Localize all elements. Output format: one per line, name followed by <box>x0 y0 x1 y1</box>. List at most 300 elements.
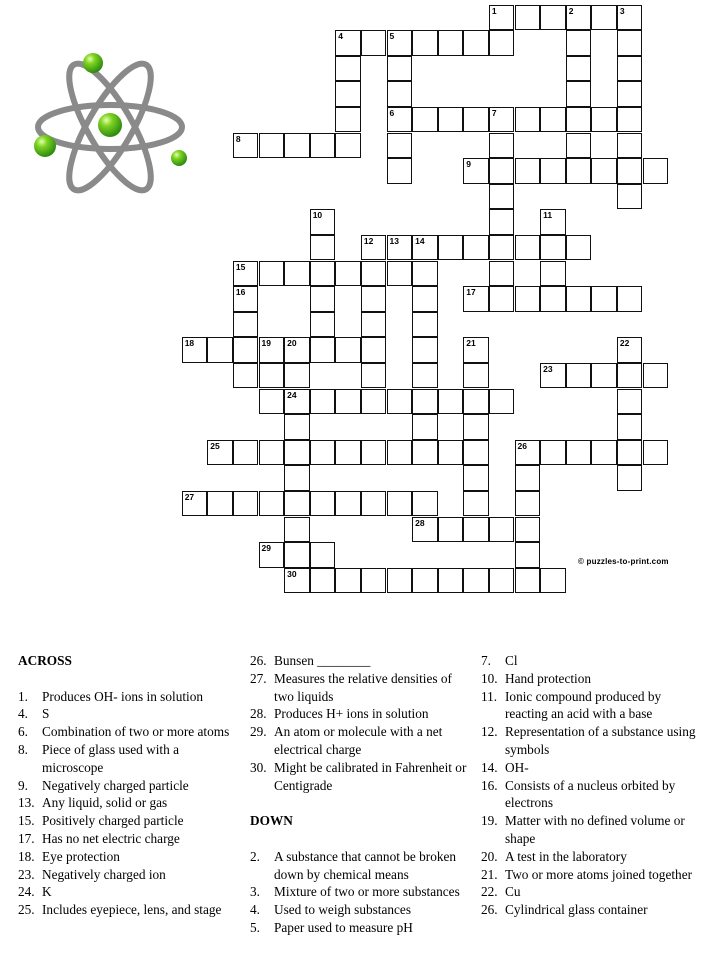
grid-cell[interactable] <box>566 56 592 82</box>
grid-cell[interactable] <box>335 261 361 287</box>
grid-cell[interactable] <box>489 158 515 184</box>
grid-cell[interactable] <box>489 209 515 235</box>
grid-cell[interactable] <box>489 286 515 312</box>
grid-cell[interactable] <box>412 107 438 133</box>
down-clue <box>481 652 703 670</box>
down-clue <box>481 866 703 884</box>
clue-text: Positively charged particle <box>42 813 184 829</box>
grid-cell[interactable] <box>463 568 489 594</box>
grid-cell[interactable] <box>566 133 592 159</box>
grid-cell[interactable] <box>515 465 541 491</box>
grid-cell[interactable] <box>284 491 310 517</box>
grid-cell[interactable] <box>438 107 464 133</box>
grid-cell[interactable] <box>310 491 336 517</box>
grid-cell[interactable] <box>515 107 541 133</box>
grid-cell[interactable] <box>566 81 592 107</box>
across-clue <box>250 705 472 723</box>
grid-cell[interactable] <box>463 363 489 389</box>
clue-text: Negatively charged particle <box>42 777 189 793</box>
grid-cell[interactable] <box>566 440 592 466</box>
grid-cell[interactable] <box>335 440 361 466</box>
grid-cell[interactable] <box>233 337 259 363</box>
grid-cell[interactable] <box>182 337 208 363</box>
clue-number: 18 <box>184 338 195 349</box>
grid-cell[interactable] <box>591 286 617 312</box>
grid-cell[interactable] <box>361 568 387 594</box>
clue-number: 15. <box>18 813 35 829</box>
clue-text: A test in the laboratory <box>505 848 627 864</box>
grid-cell[interactable] <box>387 440 413 466</box>
clues-column-3 <box>481 652 703 919</box>
clue-number: 5. <box>250 919 260 935</box>
clue-number: 2. <box>250 848 260 864</box>
clue-number: 17 <box>466 287 476 298</box>
grid-cell[interactable] <box>540 5 566 31</box>
down-clue <box>481 848 703 866</box>
clue-number: 28 <box>415 517 425 528</box>
down-clue <box>481 759 703 777</box>
grid-cell[interactable] <box>310 133 336 159</box>
clue-number: 27. <box>250 670 267 686</box>
grid-cell[interactable] <box>591 158 617 184</box>
clue-number: 24. <box>18 884 35 900</box>
grid-cell[interactable] <box>617 158 643 184</box>
grid-cell[interactable] <box>515 491 541 517</box>
clue-number: 14 <box>415 235 425 246</box>
grid-cell[interactable] <box>463 414 489 440</box>
grid-cell[interactable] <box>310 209 336 235</box>
grid-cell[interactable] <box>387 56 413 82</box>
grid-cell[interactable] <box>489 30 515 56</box>
grid-cell[interactable] <box>515 517 541 543</box>
grid-cell[interactable] <box>643 158 669 184</box>
grid-cell[interactable] <box>335 56 361 82</box>
grid-cell[interactable] <box>335 491 361 517</box>
grid-cell[interactable] <box>617 5 643 31</box>
grid-cell[interactable] <box>335 389 361 415</box>
grid-cell[interactable] <box>617 133 643 159</box>
grid-cell[interactable] <box>412 286 438 312</box>
grid-cell[interactable] <box>438 389 464 415</box>
clue-number: 23 <box>543 363 553 374</box>
grid-cell[interactable] <box>284 414 310 440</box>
down-clue <box>481 883 703 901</box>
down-clue <box>481 723 703 759</box>
clue-text: Mixture of two or more substances <box>274 884 460 900</box>
clue-number: 4 <box>338 31 344 42</box>
clue-text: Has no net electric charge <box>42 830 180 846</box>
grid-cell[interactable] <box>617 184 643 210</box>
clues-column-1 <box>18 652 240 919</box>
grid-cell[interactable] <box>259 363 285 389</box>
grid-cell[interactable] <box>259 542 285 568</box>
grid-cell[interactable] <box>489 568 515 594</box>
clue-text: K <box>42 884 52 900</box>
clue-text: Combination of two or more atoms <box>42 724 230 740</box>
down-clue <box>481 688 703 724</box>
across-clue <box>18 830 240 848</box>
grid-cell[interactable] <box>412 517 438 543</box>
grid-cell[interactable] <box>387 235 413 261</box>
grid-cell[interactable] <box>489 235 515 261</box>
clue-number: 25 <box>210 440 220 451</box>
grid-cell[interactable] <box>463 465 489 491</box>
grid-cell[interactable] <box>361 312 387 338</box>
grid-cell[interactable] <box>387 133 413 159</box>
across-clue <box>18 741 240 777</box>
grid-cell[interactable] <box>515 568 541 594</box>
clue-text: Consists of a nucleus orbited by electrons <box>505 777 676 811</box>
grid-cell[interactable] <box>566 286 592 312</box>
clue-number: 3. <box>250 884 260 900</box>
grid-cell[interactable] <box>617 389 643 415</box>
clue-number: 23. <box>18 866 35 882</box>
grid-cell[interactable] <box>617 30 643 56</box>
grid-cell[interactable] <box>540 261 566 287</box>
down-clue <box>481 670 703 688</box>
clue-text: Negatively charged ion <box>42 866 166 882</box>
across-clue <box>250 723 472 759</box>
grid-cell[interactable] <box>259 389 285 415</box>
clue-number: 10 <box>312 210 323 221</box>
grid-cell[interactable] <box>412 261 438 287</box>
grid-cell[interactable] <box>515 440 541 466</box>
grid-cell[interactable] <box>591 5 617 31</box>
clue-text: Hand protection <box>505 670 592 686</box>
grid-cell[interactable] <box>361 261 387 287</box>
grid-cell[interactable] <box>284 337 310 363</box>
clue-number: 8. <box>18 741 28 757</box>
across-clue <box>18 848 240 866</box>
grid-cell[interactable] <box>361 440 387 466</box>
grid-cell[interactable] <box>412 312 438 338</box>
across-clue <box>250 670 472 706</box>
clue-number: 22. <box>481 884 498 900</box>
grid-cell[interactable] <box>617 81 643 107</box>
clue-number: 4. <box>250 902 260 918</box>
grid-cell[interactable] <box>259 261 285 287</box>
grid-cell[interactable] <box>463 158 489 184</box>
clue-number: 13 <box>389 235 399 246</box>
grid-cell[interactable] <box>566 5 592 31</box>
clue-number: 10. <box>481 670 498 686</box>
across-clue <box>18 901 240 919</box>
clue-number: 19. <box>481 813 498 829</box>
grid-cell[interactable] <box>463 30 489 56</box>
clue-number: 1 <box>491 5 497 16</box>
across-clue <box>250 652 472 670</box>
grid-cell[interactable] <box>566 107 592 133</box>
grid-cell[interactable] <box>361 337 387 363</box>
clue-number: 26. <box>250 653 267 668</box>
grid-cell[interactable] <box>463 337 489 363</box>
grid-cell[interactable] <box>335 133 361 159</box>
grid-cell[interactable] <box>438 235 464 261</box>
clue-text: Matter with no defined volume or shape <box>505 813 685 846</box>
grid-cell[interactable] <box>233 133 259 159</box>
grid-cell[interactable] <box>361 235 387 261</box>
clue-number: 7. <box>481 653 491 668</box>
grid-cell[interactable] <box>489 133 515 159</box>
grid-cell[interactable] <box>284 363 310 389</box>
grid-cell[interactable] <box>387 158 413 184</box>
grid-cell[interactable] <box>643 363 669 389</box>
copyright-credit: © puzzles-to-print.com <box>578 557 669 566</box>
clue-number: 24 <box>287 389 297 400</box>
grid-cell[interactable] <box>310 286 336 312</box>
grid-cell[interactable] <box>540 107 566 133</box>
grid-cell[interactable] <box>284 440 310 466</box>
grid-cell[interactable] <box>463 286 489 312</box>
clue-number: 7 <box>491 107 497 118</box>
grid-cell[interactable] <box>412 363 438 389</box>
clue-number: 3 <box>619 5 625 16</box>
grid-cell[interactable] <box>284 389 310 415</box>
grid-cell[interactable] <box>361 491 387 517</box>
across-clue <box>18 866 240 884</box>
grid-cell[interactable] <box>259 337 285 363</box>
down-heading: DOWN <box>250 813 293 829</box>
grid-cell[interactable] <box>361 389 387 415</box>
across-clue <box>18 688 240 706</box>
grid-cell[interactable] <box>566 158 592 184</box>
down-clue <box>481 777 703 813</box>
grid-cell[interactable] <box>335 107 361 133</box>
clue-number: 5 <box>389 31 395 42</box>
clue-text: Measures the relative densities of two liquids <box>274 670 452 704</box>
grid-cell[interactable] <box>284 517 310 543</box>
across-clue <box>18 777 240 795</box>
grid-cell[interactable] <box>207 491 233 517</box>
grid-cell[interactable] <box>617 56 643 82</box>
grid-cell[interactable] <box>489 184 515 210</box>
grid-cell[interactable] <box>412 414 438 440</box>
across-heading: ACROSS <box>18 653 72 668</box>
grid-cell[interactable] <box>207 440 233 466</box>
clue-number: 28. <box>250 706 267 722</box>
grid-cell[interactable] <box>310 312 336 338</box>
grid-cell[interactable] <box>438 440 464 466</box>
grid-cell[interactable] <box>489 107 515 133</box>
grid-cell[interactable] <box>310 542 336 568</box>
clue-text: A substance that cannot be broken down by chemical means <box>274 848 457 882</box>
grid-cell[interactable] <box>259 133 285 159</box>
clue-number: 29 <box>261 543 271 554</box>
grid-cell[interactable] <box>387 261 413 287</box>
grid-cell[interactable] <box>284 465 310 491</box>
grid-cell[interactable] <box>515 158 541 184</box>
grid-cell[interactable] <box>617 414 643 440</box>
grid-cell[interactable] <box>387 30 413 56</box>
grid-cell[interactable] <box>540 568 566 594</box>
across-clue <box>18 723 240 741</box>
clue-text: Cl <box>505 653 518 668</box>
clue-number: 14. <box>481 759 498 775</box>
grid-cell[interactable] <box>335 337 361 363</box>
clue-number: 9. <box>18 777 28 793</box>
grid-cell[interactable] <box>617 440 643 466</box>
grid-cell[interactable] <box>617 286 643 312</box>
grid-cell[interactable] <box>463 107 489 133</box>
grid-cell[interactable] <box>387 81 413 107</box>
grid-cell[interactable] <box>310 235 336 261</box>
grid-cell[interactable] <box>515 286 541 312</box>
grid-cell[interactable] <box>591 363 617 389</box>
grid-cell[interactable] <box>617 363 643 389</box>
grid-cell[interactable] <box>515 235 541 261</box>
clue-number: 2 <box>568 5 574 16</box>
grid-cell[interactable] <box>412 440 438 466</box>
grid-cell[interactable] <box>387 107 413 133</box>
grid-cell[interactable] <box>284 133 310 159</box>
clue-text: Includes eyepiece, lens, and stage <box>42 902 222 918</box>
grid-cell[interactable] <box>540 209 566 235</box>
clue-text: Ionic compound produced by reacting an acid with a base <box>505 688 662 722</box>
grid-cell[interactable] <box>412 389 438 415</box>
clue-number: 19 <box>261 338 271 349</box>
grid-cell[interactable] <box>463 389 489 415</box>
clue-text: Bunsen ________ <box>274 653 371 668</box>
grid-cell[interactable] <box>387 389 413 415</box>
grid-cell[interactable] <box>463 517 489 543</box>
across-clue <box>18 705 240 723</box>
grid-cell[interactable] <box>233 363 259 389</box>
grid-cell[interactable] <box>233 261 259 287</box>
grid-cell[interactable] <box>617 337 643 363</box>
across-clue <box>18 883 240 901</box>
grid-cell[interactable] <box>335 81 361 107</box>
grid-cell[interactable] <box>233 440 259 466</box>
grid-cell[interactable] <box>438 517 464 543</box>
down-clue <box>250 901 472 919</box>
grid-cell[interactable] <box>643 440 669 466</box>
grid-cell[interactable] <box>335 568 361 594</box>
grid-cell[interactable] <box>566 235 592 261</box>
down-clue <box>481 812 703 848</box>
grid-cell[interactable] <box>310 568 336 594</box>
grid-cell[interactable] <box>310 261 336 287</box>
grid-cell[interactable] <box>310 389 336 415</box>
grid-cell[interactable] <box>310 440 336 466</box>
clue-number: 6. <box>18 724 28 740</box>
grid-cell[interactable] <box>617 465 643 491</box>
grid-cell[interactable] <box>182 491 208 517</box>
grid-cell[interactable] <box>259 491 285 517</box>
clue-number: 4. <box>18 706 28 722</box>
grid-cell[interactable] <box>540 440 566 466</box>
grid-cell[interactable] <box>259 440 285 466</box>
grid-cell[interactable] <box>361 286 387 312</box>
clue-number: 29. <box>250 724 267 740</box>
grid-cell[interactable] <box>412 491 438 517</box>
grid-cell[interactable] <box>438 30 464 56</box>
grid-cell[interactable] <box>463 491 489 517</box>
down-clue <box>481 901 703 919</box>
clue-number: 15 <box>235 261 246 272</box>
grid-cell[interactable] <box>233 286 259 312</box>
grid-cell[interactable] <box>412 235 438 261</box>
clue-text: Cylindrical glass container <box>505 902 648 918</box>
grid-cell[interactable] <box>489 389 515 415</box>
grid-cell[interactable] <box>361 30 387 56</box>
grid-cell[interactable] <box>284 568 310 594</box>
grid-cell[interactable] <box>489 261 515 287</box>
clue-text: Used to weigh substances <box>274 902 412 918</box>
clue-number: 13. <box>18 795 35 811</box>
grid-cell[interactable] <box>463 235 489 261</box>
grid-cell[interactable] <box>233 312 259 338</box>
grid-cell[interactable] <box>284 261 310 287</box>
grid-cell[interactable] <box>617 107 643 133</box>
clue-number: 25. <box>18 902 35 918</box>
grid-cell[interactable] <box>515 542 541 568</box>
clue-number: 16 <box>235 287 246 298</box>
clue-number: 26 <box>517 440 527 451</box>
clue-number: 16. <box>481 777 498 793</box>
grid-cell[interactable] <box>540 286 566 312</box>
grid-cell[interactable] <box>412 30 438 56</box>
clue-text: OH- <box>505 759 529 775</box>
grid-cell[interactable] <box>335 30 361 56</box>
clue-number: 30. <box>250 759 267 775</box>
clue-number: 22 <box>619 338 630 349</box>
clue-number: 30 <box>287 568 297 579</box>
grid-cell[interactable] <box>233 491 259 517</box>
clue-number: 1. <box>18 688 28 704</box>
grid-cell[interactable] <box>412 568 438 594</box>
grid-cell[interactable] <box>284 542 310 568</box>
grid-cell[interactable] <box>387 491 413 517</box>
grid-cell[interactable] <box>361 363 387 389</box>
grid-cell[interactable] <box>591 440 617 466</box>
clue-number: 21. <box>481 866 498 882</box>
grid-cell[interactable] <box>438 568 464 594</box>
grid-cell[interactable] <box>463 440 489 466</box>
clue-text: Produces OH- ions in solution <box>42 688 204 704</box>
clue-text: Piece of glass used with a microscope <box>42 741 180 775</box>
grid-cell[interactable] <box>540 158 566 184</box>
clue-text: Paper used to measure pH <box>274 919 413 935</box>
clue-text: S <box>42 706 50 722</box>
grid-cell[interactable] <box>591 107 617 133</box>
grid-cell[interactable] <box>566 363 592 389</box>
clue-number: 12. <box>481 724 498 740</box>
grid-cell[interactable] <box>489 517 515 543</box>
grid-cell[interactable] <box>540 235 566 261</box>
grid-cell[interactable] <box>310 337 336 363</box>
clue-text: Two or more atoms joined together <box>505 866 693 882</box>
clue-text: An atom or molecule with a net electrical charge <box>274 724 443 757</box>
grid-cell[interactable] <box>387 568 413 594</box>
grid-cell[interactable] <box>515 5 541 31</box>
clue-number: 20. <box>481 848 498 864</box>
grid-cell[interactable] <box>207 337 233 363</box>
clue-text: Any liquid, solid or gas <box>42 795 168 811</box>
clue-number: 11 <box>543 210 553 221</box>
clues-column-2 <box>250 652 472 937</box>
clue-number: 6 <box>389 107 395 118</box>
grid-cell[interactable] <box>412 337 438 363</box>
grid-cell[interactable] <box>489 5 515 31</box>
down-clue <box>250 883 472 901</box>
clue-text: Eye protection <box>42 848 120 864</box>
grid-cell[interactable] <box>540 363 566 389</box>
clue-number: 21 <box>466 338 476 349</box>
clue-number: 20 <box>287 338 297 349</box>
clue-text: Cu <box>505 884 521 900</box>
grid-cell[interactable] <box>566 30 592 56</box>
clue-number: 12 <box>363 235 374 246</box>
